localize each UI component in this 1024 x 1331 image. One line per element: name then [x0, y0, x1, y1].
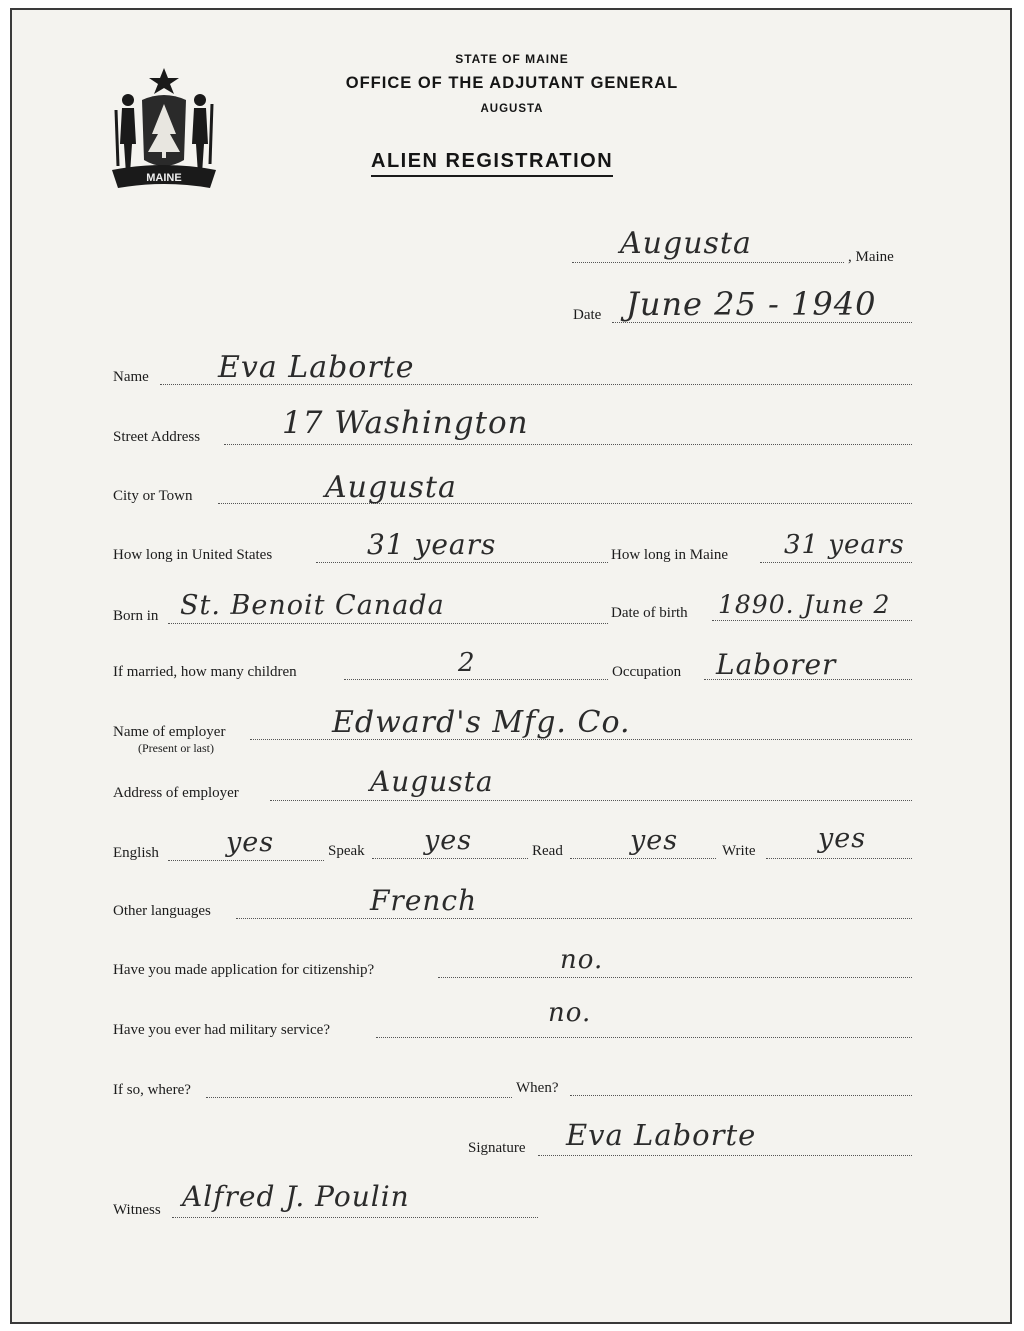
speak-label: Speak: [328, 843, 365, 859]
born-in-label: Born in: [113, 608, 159, 624]
seal-banner-text: MAINE: [146, 172, 182, 184]
how-long-us-value: 31 years: [367, 528, 497, 561]
write-value: yes: [818, 823, 867, 854]
english-line: [168, 860, 324, 861]
write-line: [766, 858, 912, 859]
how-long-maine-label: How long in Maine: [611, 547, 729, 563]
military-line: [376, 1037, 912, 1038]
military-label: Have you ever had military service?: [113, 1022, 330, 1038]
city-or-town-value: Augusta: [325, 470, 457, 505]
place-line: [572, 262, 844, 263]
city-or-town-label: City or Town: [113, 488, 193, 504]
employer-name-label: Name of employer: [113, 724, 226, 740]
form-title: ALIEN REGISTRATION: [371, 150, 613, 177]
date-value: June 25 - 1940: [626, 285, 877, 323]
name-value: Eva Laborte: [218, 350, 415, 385]
speak-value: yes: [424, 825, 473, 856]
witness-line: [172, 1217, 538, 1218]
city-or-town-line: [218, 503, 912, 504]
signature-label: Signature: [468, 1140, 526, 1156]
signature-line: [538, 1155, 912, 1156]
if-so-where-label: If so, where?: [113, 1082, 191, 1098]
citizenship-value: no.: [560, 945, 604, 975]
other-languages-line: [236, 918, 912, 919]
citizenship-label: Have you made application for citizenship?: [113, 962, 375, 978]
signature-value: Eva Laborte: [566, 1118, 757, 1152]
date-of-birth-line: [712, 620, 912, 621]
street-address-label: Street Address: [113, 429, 201, 445]
citizenship-line: [438, 977, 912, 978]
office-heading: OFFICE OF THE ADJUTANT GENERAL: [345, 74, 679, 92]
how-long-maine-value: 31 years: [784, 530, 905, 560]
when-line: [570, 1095, 912, 1096]
state-heading: STATE OF MAINE: [455, 52, 569, 66]
children-value: 2: [458, 648, 476, 678]
read-label: Read: [532, 843, 563, 859]
employer-sub-label: (Present or last): [138, 741, 214, 755]
read-value: yes: [630, 825, 679, 856]
how-long-us-label: How long in United States: [113, 547, 273, 563]
place-value: Augusta: [620, 226, 752, 261]
read-line: [570, 858, 716, 859]
maine-label: , Maine: [848, 249, 894, 265]
employer-name-value: Edward's Mfg. Co.: [332, 705, 631, 740]
witness-value: Alfred J. Poulin: [182, 1180, 410, 1213]
english-value: yes: [226, 827, 275, 858]
occupation-label: Occupation: [612, 664, 682, 680]
born-in-value: St. Benoit Canada: [180, 590, 445, 621]
how-long-maine-line: [760, 562, 912, 563]
date-of-birth-value: 1890. June 2: [718, 590, 891, 619]
occupation-value: Laborer: [716, 648, 837, 681]
military-value: no.: [548, 998, 592, 1028]
when-label: When?: [516, 1080, 559, 1096]
other-languages-value: French: [370, 884, 478, 917]
how-long-us-line: [316, 562, 608, 563]
married-children-label: If married, how many children: [113, 664, 297, 680]
employer-address-label: Address of employer: [113, 785, 239, 801]
street-address-line: [224, 444, 912, 445]
english-label: English: [113, 845, 159, 861]
street-address-value: 17 Washington: [282, 405, 529, 441]
employer-address-line: [270, 800, 912, 801]
date-of-birth-label: Date of birth: [611, 605, 688, 621]
write-label: Write: [722, 843, 756, 859]
witness-label: Witness: [113, 1202, 161, 1218]
if-so-where-line: [206, 1097, 512, 1098]
date-label: Date: [573, 307, 602, 323]
speak-line: [372, 858, 528, 859]
city-heading: AUGUSTA: [480, 103, 544, 115]
married-children-line: [344, 679, 608, 680]
name-label: Name: [113, 369, 149, 385]
other-languages-label: Other languages: [113, 903, 211, 919]
employer-address-value: Augusta: [370, 765, 494, 798]
born-in-line: [168, 623, 608, 624]
